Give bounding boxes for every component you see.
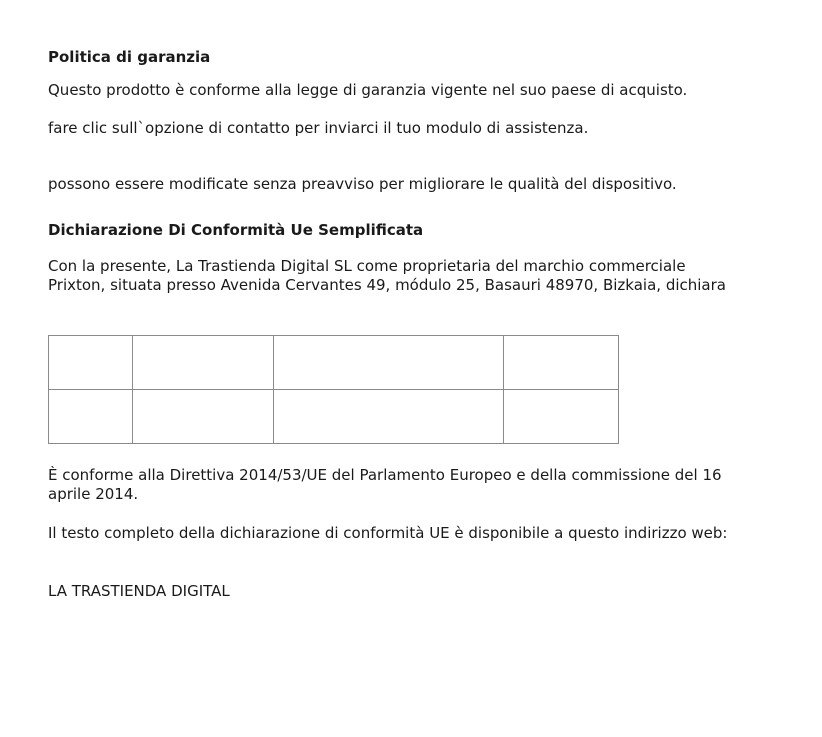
table-cell xyxy=(504,390,619,444)
warranty-title: Politica di garanzia xyxy=(48,48,211,66)
warranty-line-2: fare clic sull`opzione di contatto per inviarci il tuo modulo di assistenza. xyxy=(48,119,589,137)
table-cell xyxy=(504,336,619,390)
company-name: LA TRASTIENDA DIGITAL xyxy=(48,582,230,600)
table-cell xyxy=(133,336,274,390)
declaration-title: Dichiarazione Di Conformità Ue Semplificata xyxy=(48,221,424,239)
declaration-intro-line-1: Con la presente, La Trastienda Digital SL come proprietaria del marchio commerciale xyxy=(48,257,686,275)
declaration-intro-line-2: Prixton, situata presso Avenida Cervantes 49, módulo 25, Basauri 48970, Bizkaia, dichiara xyxy=(48,276,726,294)
warranty-line-1: Questo prodotto è conforme alla legge di garanzia vigente nel suo paese di acquisto. xyxy=(48,81,688,99)
table-cell xyxy=(49,336,133,390)
full-text-notice: Il testo completo della dichiarazione di conformità UE è disponibile a questo indirizzo web: xyxy=(48,524,728,542)
warranty-line-3: possono essere modificate senza preavviso per migliorare le qualità del dispositivo. xyxy=(48,175,677,193)
table-row xyxy=(49,390,619,444)
table-cell xyxy=(49,390,133,444)
conformity-statement: È conforme alla Direttiva 2014/53/UE del Parlamento Europeo e della commissione del 16 aprile 2014. xyxy=(48,466,722,503)
table-cell xyxy=(274,336,504,390)
table-cell xyxy=(133,390,274,444)
conformity-table xyxy=(48,335,619,444)
table-cell xyxy=(274,390,504,444)
table-row xyxy=(49,336,619,390)
